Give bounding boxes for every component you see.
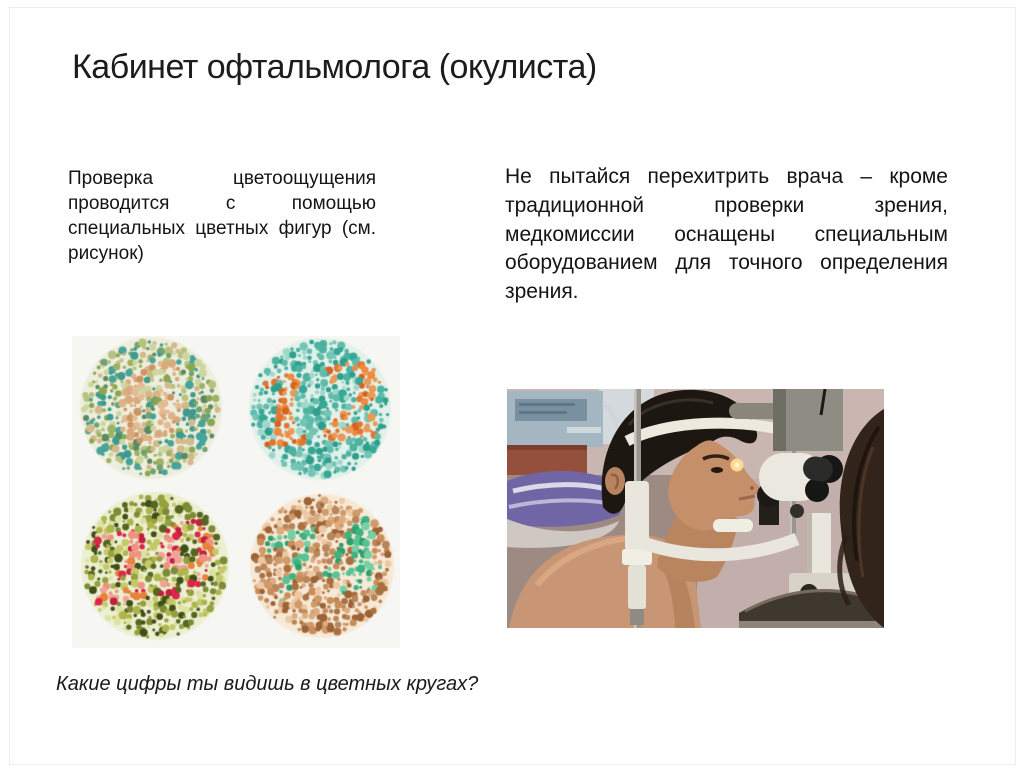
frame-clamp — [630, 609, 644, 625]
lamp-box-side — [773, 389, 786, 451]
right-paragraph: Не пытайся перехитрить врача – кроме традиционной проверки зрения, медкомиссии оснащены специальным оборудованием для точного определения зрения. — [505, 165, 948, 304]
question-text: Какие цифры ты видишь в цветных кругах? — [56, 673, 479, 695]
equipment-slot — [515, 399, 587, 421]
frame-column-lower — [628, 565, 646, 609]
equipment-detail — [567, 427, 601, 433]
chin-cup — [713, 519, 753, 532]
eyepiece-bottom — [805, 478, 829, 502]
equipment-slot-line — [519, 403, 575, 406]
light-glow-core — [734, 462, 739, 467]
nostril — [750, 486, 754, 490]
frame-joint — [622, 549, 652, 565]
ishihara-test-image — [72, 336, 400, 648]
shelf-edge — [507, 445, 587, 450]
eye — [711, 467, 723, 473]
eye-exam-illustration — [507, 389, 884, 628]
slide-title: Кабинет офтальмолога (окулиста) — [72, 48, 597, 86]
ear — [605, 467, 625, 495]
left-paragraph: Проверка цветоощущения проводится с помощью специальных цветных фигур (см. рисунок) — [68, 168, 376, 265]
eye-exam-photo — [507, 389, 884, 628]
scope-knob-mid — [790, 504, 804, 518]
ishihara-plates-canvas — [72, 336, 400, 648]
equipment-slot-line2 — [519, 411, 567, 414]
base-rail — [739, 621, 884, 628]
